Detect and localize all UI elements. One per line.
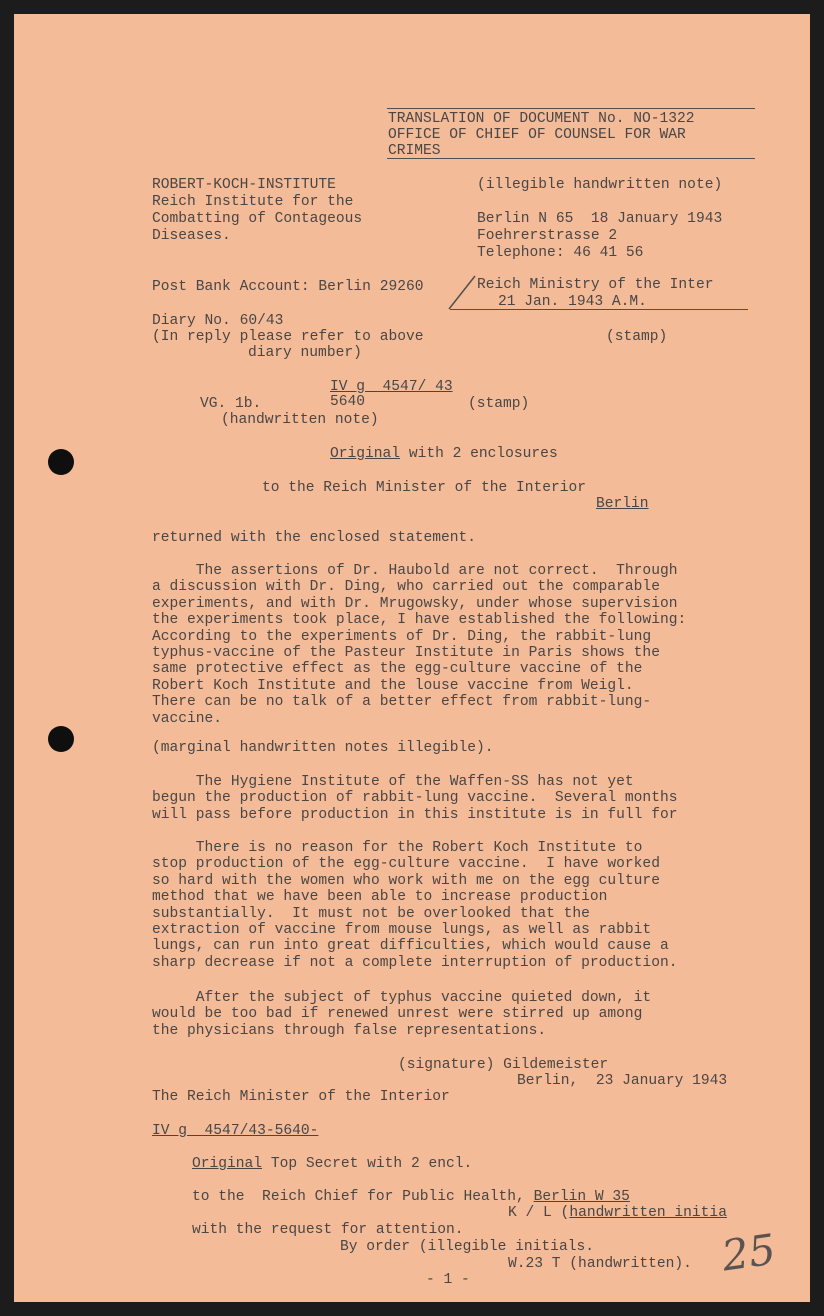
marginal-note: (marginal handwritten notes illegible). — [152, 740, 494, 756]
original-rest: with 2 enclosures — [400, 446, 558, 462]
kl-note: handwritten initia — [569, 1205, 727, 1221]
ministry-stamp-line-2: 21 Jan. 1943 A.M. — [498, 294, 647, 310]
original-rest-2: Top Secret with 2 encl. — [262, 1156, 473, 1172]
signature-date: Berlin, 23 January 1943 — [517, 1073, 728, 1089]
kl-text: K / L ( — [508, 1205, 570, 1221]
page-number: - 1 - — [426, 1272, 470, 1288]
w23-line: W.23 T (handwritten). — [508, 1256, 692, 1272]
sender-line-1: ROBERT-KOCH-INSTITUTE — [152, 177, 336, 193]
by-order-line: By order (illegible initials. — [340, 1239, 594, 1255]
signature-line: (signature) Gildemeister — [398, 1057, 609, 1073]
header-line-3: CRIMES — [388, 143, 441, 159]
post-bank-account: Post Bank Account: Berlin 29260 — [152, 279, 424, 295]
reference-stamp: (stamp) — [468, 396, 530, 412]
to-chief-text: to the Reich Chief for Public Health, — [192, 1189, 525, 1205]
diary-line-1: Diary No. 60/43 — [152, 313, 284, 329]
vg-number: VG. 1b. — [200, 396, 262, 412]
punch-hole-top — [48, 449, 74, 475]
kl-line — [508, 1205, 727, 1222]
address-line: Foehrerstrasse 2 — [477, 228, 618, 244]
handwritten-note-ref: (handwritten note) — [221, 412, 379, 428]
sender-line-2: Reich Institute for the — [152, 194, 354, 210]
ministry-stamp-rule — [450, 309, 748, 310]
diary-line-2: (In reply please refer to above — [152, 329, 424, 345]
to-minister-line: to the Reich Minister of the Interior — [262, 480, 587, 496]
request-line: with the request for attention. — [192, 1222, 464, 1238]
sender-line-4: Diseases. — [152, 228, 231, 244]
header-line-1: TRANSLATION OF DOCUMENT No. NO-1322 — [388, 111, 695, 127]
paragraph-4: After the subject of typhus vaccine quieted down, it would be too bad if renewed unrest were stirred up among the physicians through false representations. — [152, 990, 652, 1039]
original-line-2 — [192, 1156, 472, 1173]
diary-stamp: (stamp) — [606, 329, 668, 345]
header-top-rule — [387, 108, 755, 109]
to-city: Berlin — [596, 496, 649, 512]
header-bottom-rule — [387, 158, 755, 159]
reference-number: IV g 4547/ 43 — [330, 379, 453, 395]
date-line: Berlin N 65 18 January 1943 — [477, 211, 723, 227]
paragraph-2: The Hygiene Institute of the Waffen-SS has not yet begun the production of rabbit-lung vaccine. Several months will pass before production in this institute is in full for — [152, 774, 678, 823]
reference-sub: 5640 — [330, 394, 366, 410]
reich-minister-line: The Reich Minister of the Interior — [152, 1089, 450, 1105]
to-chief-line — [192, 1189, 630, 1206]
sender-line-3: Combatting of Contageous — [152, 211, 363, 227]
diary-line-3: diary number) — [248, 345, 362, 361]
to-chief-city: Berlin W 35 — [533, 1189, 630, 1205]
handwritten-note-top: (illegible handwritten note) — [477, 177, 723, 193]
header-line-2: OFFICE OF CHIEF OF COUNSEL FOR WAR — [388, 127, 686, 143]
reference-number-2: IV g 4547/43-5640- — [152, 1123, 319, 1139]
original-word-2: Original — [192, 1156, 263, 1172]
punch-hole-bottom — [48, 726, 74, 752]
ministry-stamp-line-1: Reich Ministry of the Inter — [477, 277, 714, 293]
returned-line: returned with the enclosed statement. — [152, 530, 477, 546]
paragraph-1: The assertions of Dr. Haubold are not correct. Through a discussion with Dr. Ding, who carried out the comparable experiments, and with Dr. Mrugowsky, under whose supervision the experiments took place, I have established the following: According to the experiments of Dr. Ding, the rabbit-lung typhus-vaccine of the Pasteur Institute in Paris shows the same protective effect as the egg-culture vaccine of the Robert Koch Institute and the louse vaccine from Weigl. There can be no talk of a better effect from rabbit-lung- vaccine. — [152, 563, 687, 727]
paragraph-3: There is no reason for the Robert Koch Institute to stop production of the egg-culture vaccine. I have worked so hard with the women who work with me on the egg culture method that we have been able to increase production substantially. It must not be overlooked that the extraction of vaccine from mouse lungs, as well as rabbit lungs, can run into great difficulties, which would cause a sharp decrease if not a complete interruption of production. — [152, 840, 678, 971]
handwritten-page-number: 25 — [718, 1224, 779, 1281]
original-line — [330, 446, 558, 463]
ministry-stamp-slash — [446, 274, 478, 312]
telephone-line: Telephone: 46 41 56 — [477, 245, 644, 261]
original-word: Original — [330, 446, 401, 462]
